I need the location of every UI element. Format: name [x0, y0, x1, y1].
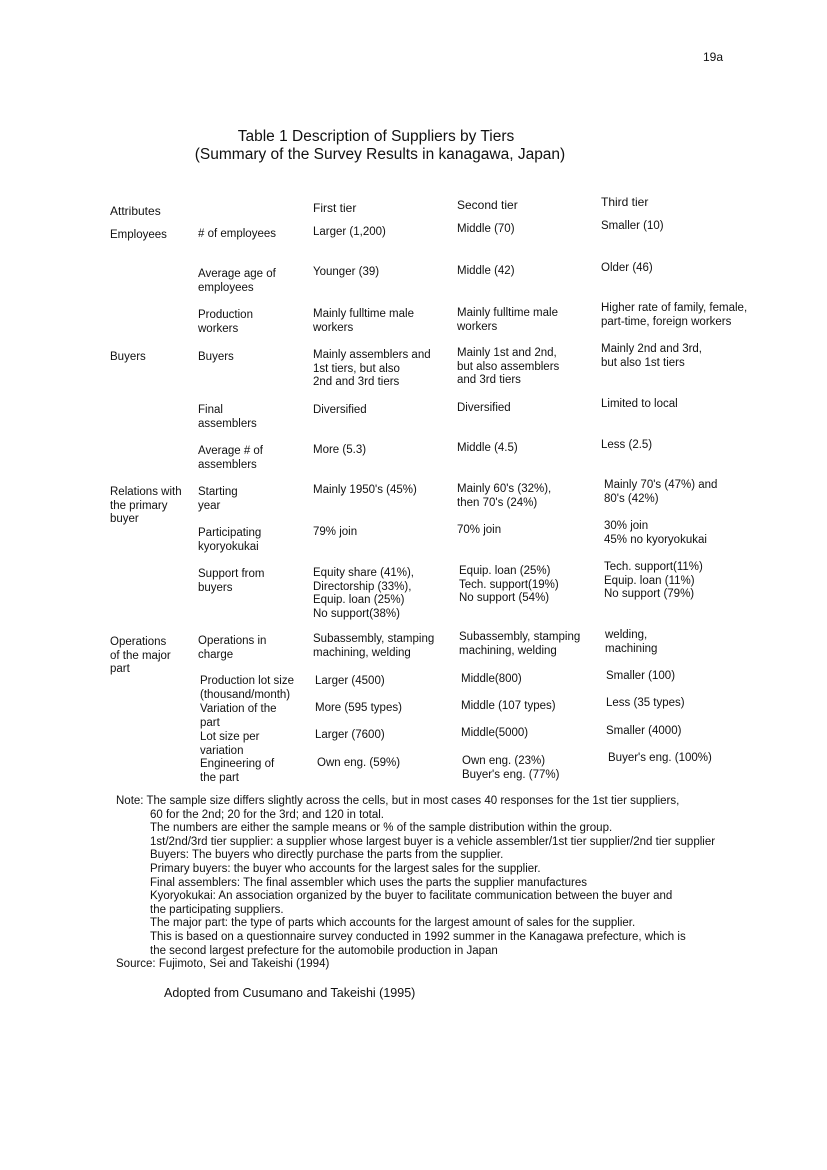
- cell-r7-second: 70% join: [457, 524, 502, 536]
- note-line: Primary buyers: the buyer who accounts for the largest sales for the supplier.: [150, 862, 541, 875]
- cell-r9-third: welding, machining: [605, 629, 658, 655]
- cell-r1-third: Older (46): [601, 262, 653, 274]
- group-relations-primary-buyer: Relations with the primary buyer: [110, 486, 182, 525]
- source-line: Source: Fujimoto, Sei and Takeishi (1994): [116, 958, 330, 971]
- attr-engineering-of-part: Engineering of the part: [200, 758, 275, 784]
- cell-r13-first: Own eng. (59%): [317, 757, 401, 769]
- attr-average-age: Average age of employees: [198, 268, 276, 294]
- group-employees: Employees: [110, 229, 167, 241]
- table-title: Table 1 Description of Suppliers by Tiers: [237, 128, 515, 145]
- attr-average-assemblers: Average # of assemblers: [198, 445, 264, 471]
- cell-r7-first: 79% join: [313, 526, 358, 538]
- cell-r2-first: Mainly fulltime male workers: [313, 308, 414, 334]
- attr-final-assemblers: Final assemblers: [198, 404, 257, 430]
- attr-starting-year: Starting year: [198, 486, 238, 512]
- cell-r0-third: Smaller (10): [601, 220, 664, 232]
- note-line: the participating suppliers.: [150, 903, 284, 916]
- header-second-tier: Second tier: [457, 198, 518, 212]
- cell-r12-third: Smaller (4000): [606, 725, 682, 737]
- note-line: Buyers: The buyers who directly purchase the parts from the supplier.: [150, 849, 504, 862]
- cell-r11-third: Less (35 types): [606, 697, 685, 709]
- cell-r5-third: Less (2.5): [601, 439, 653, 451]
- cell-r8-third: Tech. support(11%) Equip. loan (11%) No support (79%): [604, 561, 703, 600]
- attr-participating-kyoryokukai: Participating kyoryokukai: [198, 527, 262, 553]
- cell-r10-first: Larger (4500): [315, 675, 385, 687]
- cell-r4-second: Diversified: [457, 402, 511, 414]
- note-line: The major part: the type of parts which accounts for the largest amount of sales for the supplier.: [150, 917, 636, 930]
- attr-variation-of-part: Variation of the part: [200, 703, 277, 729]
- group-operations-major-part: Operations of the major part: [110, 636, 171, 675]
- note-line: 1st/2nd/3rd tier supplier: a supplier whose largest buyer is a vehicle assembler/1st tier supplier/2nd tier supplier: [150, 835, 716, 848]
- note-line: the second largest prefecture for the automobile production in Japan: [150, 944, 498, 957]
- cell-r1-second: Middle (42): [457, 265, 515, 277]
- table-notes: [116, 795, 715, 972]
- cell-r6-third: Mainly 70's (47%) and 80's (42%): [604, 479, 718, 505]
- table-subtitle: (Summary of the Survey Results in kanagawa, Japan): [194, 146, 566, 163]
- cell-r8-second: Equip. loan (25%) Tech. support(19%) No support (54%): [459, 565, 559, 604]
- cell-r5-second: Middle (4.5): [457, 442, 518, 454]
- cell-r12-second: Middle(5000): [461, 727, 529, 739]
- attr-support-from-buyers: Support from buyers: [198, 568, 265, 594]
- cell-r2-second: Mainly fulltime male workers: [457, 307, 558, 333]
- attr-num-employees: # of employees: [198, 228, 276, 240]
- cell-r4-third: Limited to local: [601, 398, 678, 410]
- cell-r9-first: Subassembly, stamping machining, welding: [313, 633, 435, 659]
- cell-r2-third: Higher rate of family, female, part-time, foreign workers: [601, 302, 748, 328]
- cell-r4-first: Diversified: [313, 404, 367, 416]
- cell-r3-third: Mainly 2nd and 3rd, but also 1st tiers: [601, 343, 703, 369]
- note-line: Final assemblers: The final assembler which uses the parts the supplier manufactures: [150, 876, 587, 889]
- header-first-tier: First tier: [313, 201, 357, 215]
- cell-r3-first: Mainly assemblers and 1st tiers, but also 2nd and 3rd tiers: [313, 349, 431, 388]
- note-line: The numbers are either the sample means or % of the sample distribution within the group.: [150, 822, 613, 835]
- note-line: Note: The sample size differs slightly across the cells, but in most cases 40 responses for the 1st tier suppliers,: [116, 795, 680, 807]
- cell-r11-first: More (595 types): [315, 702, 402, 714]
- cell-r13-second: Own eng. (23%) Buyer's eng. (77%): [462, 755, 560, 781]
- cell-r8-first: Equity share (41%), Directorship (33%), Equip. loan (25%) No support(38%): [313, 567, 414, 620]
- cell-r12-first: Larger (7600): [315, 729, 385, 741]
- cell-r1-first: Younger (39): [313, 266, 380, 278]
- header-third-tier: Third tier: [601, 195, 649, 209]
- attr-buyers: Buyers: [198, 351, 234, 363]
- attr-lot-size-per-variation: Lot size per variation: [200, 731, 260, 757]
- note-line: This is based on a questionnaire survey conducted in 1992 summer in the Kanagawa prefecture, which is: [150, 930, 686, 943]
- cell-r5-first: More (5.3): [313, 444, 367, 456]
- group-buyers: Buyers: [110, 351, 146, 363]
- page-number: 19a: [703, 50, 724, 64]
- cell-r3-second: Mainly 1st and 2nd, but also assemblers and 3rd tiers: [457, 347, 560, 386]
- cell-r7-third: 30% join 45% no kyoryokukai: [604, 520, 707, 546]
- note-line: Kyoryokukai: An association organized by the buyer to facilitate communication between the buyer and: [150, 890, 673, 903]
- adopted-from: Adopted from Cusumano and Takeishi (1995): [164, 986, 416, 1000]
- cell-r0-first: Larger (1,200): [313, 226, 386, 238]
- note-line: 60 for the 2nd; 20 for the 3rd; and 120 in total.: [150, 808, 384, 821]
- cell-r9-second: Subassembly, stamping machining, welding: [459, 631, 581, 657]
- cell-r6-second: Mainly 60's (32%), then 70's (24%): [457, 483, 552, 509]
- cell-r10-second: Middle(800): [461, 673, 522, 685]
- cell-r13-third: Buyer's eng. (100%): [608, 752, 712, 764]
- cell-r11-second: Middle (107 types): [461, 700, 556, 712]
- attr-operations-in-charge: Operations in charge: [198, 635, 267, 661]
- attr-production-workers: Production workers: [198, 309, 253, 335]
- attr-production-lot-size: Production lot size (thousand/month): [200, 675, 294, 701]
- cell-r10-third: Smaller (100): [606, 670, 676, 682]
- header-attributes: Attributes: [110, 204, 161, 218]
- cell-r6-first: Mainly 1950's (45%): [313, 484, 417, 496]
- cell-r0-second: Middle (70): [457, 223, 515, 235]
